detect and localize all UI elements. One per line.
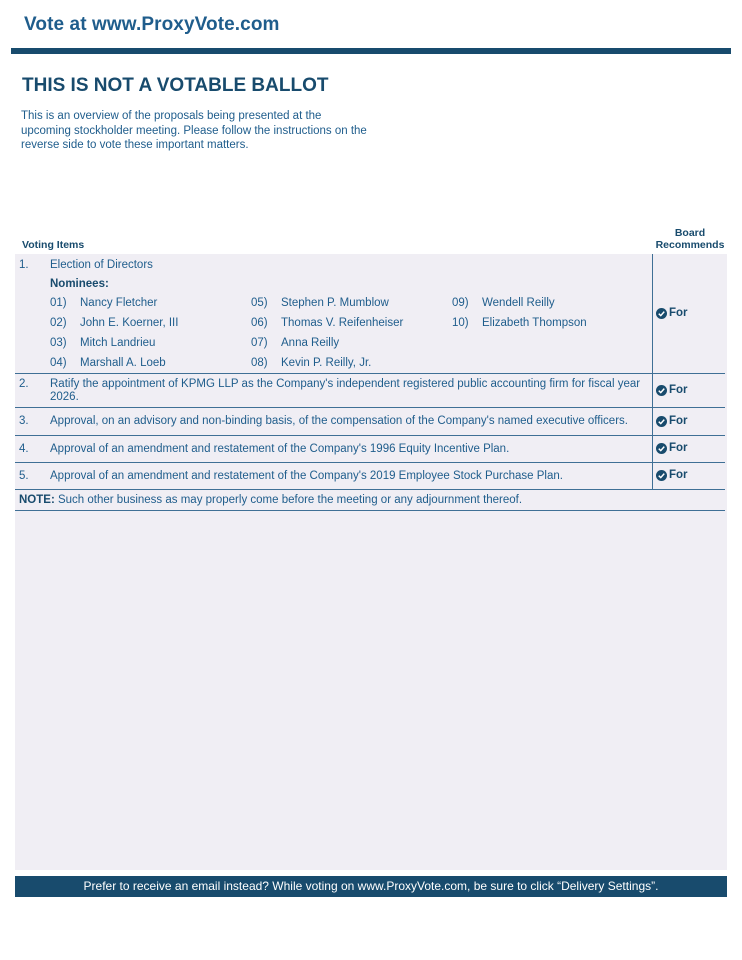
recommendation-label: For bbox=[669, 442, 688, 454]
nominee-number: 07) bbox=[251, 337, 268, 349]
nominee-number: 09) bbox=[452, 297, 469, 309]
intro-paragraph: This is an overview of the proposals being presented at the upcoming stockholder meeting. Please follow the instructions on the reverse side to vote these important matters. bbox=[21, 110, 367, 151]
proposal-number: 3. bbox=[19, 415, 29, 427]
check-circle-icon bbox=[656, 385, 667, 396]
proposal-number: 2. bbox=[19, 378, 29, 390]
note-label: NOTE: bbox=[19, 494, 55, 506]
proposal-title: Election of Directors bbox=[50, 259, 153, 271]
proposal-row-4 bbox=[15, 435, 725, 463]
vote-url-header[interactable]: Vote at www.ProxyVote.com bbox=[24, 14, 280, 35]
nominee-name: Anna Reilly bbox=[281, 337, 340, 349]
check-circle-icon bbox=[656, 416, 667, 427]
nominee-number: 04) bbox=[50, 357, 67, 369]
recommendation-for bbox=[656, 469, 688, 481]
header-divider bbox=[11, 48, 731, 54]
nominee-number: 02) bbox=[50, 317, 67, 329]
nominee-name: John E. Koerner, III bbox=[80, 317, 179, 329]
nominee-name: Stephen P. Mumblow bbox=[281, 297, 389, 309]
nominee-name: Mitch Landrieu bbox=[80, 337, 156, 349]
recommendation-for bbox=[656, 442, 688, 454]
recommendation-label: For bbox=[669, 307, 688, 319]
recommendation-label: For bbox=[669, 415, 688, 427]
board-header-line2: Recommends bbox=[655, 238, 725, 251]
nominee-number: 01) bbox=[50, 297, 67, 309]
nominee-name: Kevin P. Reilly, Jr. bbox=[281, 357, 372, 369]
delivery-settings-footer: Prefer to receive an email instead? While voting on www.ProxyVote.com, be sure to click “Delivery Settings”. bbox=[15, 876, 727, 897]
nominee-name: Thomas V. Reifenheiser bbox=[281, 317, 404, 329]
proposal-number: 4. bbox=[19, 443, 29, 455]
proposal-text: Approval of an amendment and restatement of the Company's 2019 Employee Stock Purchase Plan. bbox=[50, 470, 563, 482]
nominee-name: Nancy Fletcher bbox=[80, 297, 158, 309]
proposal-row-1 bbox=[15, 254, 725, 374]
nominee-number: 10) bbox=[452, 317, 469, 329]
nominee-name: Marshall A. Loeb bbox=[80, 357, 166, 369]
check-circle-icon bbox=[656, 470, 667, 481]
check-circle-icon bbox=[656, 443, 667, 454]
nominee-number: 06) bbox=[251, 317, 268, 329]
proposal-row-2 bbox=[15, 373, 725, 408]
note-body: Such other business as may properly come before the meeting or any adjournment thereof. bbox=[57, 494, 523, 506]
nominee-number: 03) bbox=[50, 337, 67, 349]
nominee-number: 05) bbox=[251, 297, 268, 309]
recommendation-for bbox=[656, 415, 688, 427]
board-recommends-column-header bbox=[650, 228, 730, 251]
proposal-text: Approval, on an advisory and non-binding basis, of the compensation of the Company's named executive officers. bbox=[50, 415, 628, 427]
proposal-row-3 bbox=[15, 407, 725, 436]
check-circle-icon bbox=[656, 308, 667, 319]
note-text bbox=[19, 494, 522, 506]
proposal-row-5 bbox=[15, 462, 725, 490]
recommendation-label: For bbox=[669, 469, 688, 481]
recommendation-for bbox=[656, 384, 688, 396]
board-header-line1: Board bbox=[674, 227, 706, 239]
proposal-text: Ratify the appointment of KPMG LLP as the Company's independent registered public accounting firm for fiscal year 2026. bbox=[50, 378, 641, 403]
nominees-label: Nominees: bbox=[50, 278, 109, 290]
proposal-number: 1. bbox=[19, 259, 29, 271]
nominee-name: Elizabeth Thompson bbox=[482, 317, 587, 329]
proposal-text: Approval of an amendment and restatement of the Company's 1996 Equity Incentive Plan. bbox=[50, 443, 510, 455]
nominee-number: 08) bbox=[251, 357, 268, 369]
recommendation-label: For bbox=[669, 384, 688, 396]
recommendation-for bbox=[656, 307, 688, 319]
nominee-name: Wendell Reilly bbox=[482, 297, 555, 309]
voting-items-column-header: Voting Items bbox=[22, 239, 85, 251]
proposal-number: 5. bbox=[19, 470, 29, 482]
page-title: THIS IS NOT A VOTABLE BALLOT bbox=[22, 75, 329, 96]
